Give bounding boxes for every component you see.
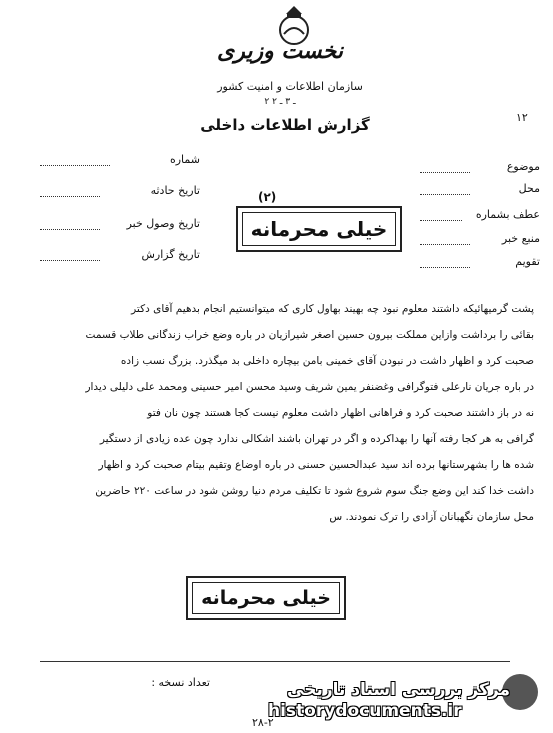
field-received-date-label: تاریخ وصول خبر <box>126 217 200 230</box>
footer-code: ۲۸-۲ <box>252 716 274 729</box>
body-line: در باره جریان نارعلی فتوگرافی وغضنفر یمین شریف وسید محسن امیر حسینی ومحمد علی دلیلی دیدار <box>85 381 534 393</box>
report-title: گزارش اطلاعات داخلی <box>200 116 370 134</box>
footer-divider <box>40 661 510 662</box>
field-source-label: منبع خبر <box>501 232 540 245</box>
field-reference-line <box>420 210 462 221</box>
field-reference-label: عطف بشماره <box>475 208 540 221</box>
stamp-number: (۲) <box>258 190 277 204</box>
classification-stamp-bottom-text: خیلی محرمانه <box>192 582 340 614</box>
classification-stamp-text: خیلی محرمانه <box>242 212 396 246</box>
classification-stamp-bottom <box>186 576 346 620</box>
body-line: صحبت کرد و اظهار داشت در نبودن آقای خمینی بامن بیچاره داخلی بد میگذرد. بزرگ نسب زاده <box>120 355 534 367</box>
report-body <box>12 296 534 530</box>
body-line: داشت خدا کند این وضع جنگ سوم شروع شود تا تکلیف مردم دنیا روشن شود در ساعت ۲۲۰ حاضرین <box>95 485 534 497</box>
header-number: ۲ ـ ۳ ـ ۲ <box>264 97 296 107</box>
field-subject-line <box>420 162 470 173</box>
body-line: شده ها را بشهرستانها برده اند سید عبدالحسین حسنی در باره اوضاع وتقیم بیتام صحبت کرد و اظهار <box>98 459 534 471</box>
field-report-date-label: تاریخ گزارش <box>141 248 200 261</box>
copies-label: تعداد نسخه : <box>151 676 210 689</box>
body-line: پشت گرمیهائیکه داشتند معلوم نبود چه بهیند بهاول کاری که میتوانستیم انجام بدهیم آقای دکتر <box>131 303 534 315</box>
field-number-line <box>40 155 110 166</box>
field-received-date-line <box>40 219 100 230</box>
field-location-label: محل <box>518 182 540 195</box>
field-evaluation-line <box>420 257 470 268</box>
field-report-date-line <box>40 250 100 261</box>
body-line: نه در باز داشتند صحبت کرد و فراهانی اظهار داشت معلوم نیست کجا هستند چون نان فتو <box>147 407 534 419</box>
ministry-name: نخست وزیری <box>217 38 343 64</box>
body-line: گرافی به هر کجا رفته آنها را بهداکرده و اگر در تهران باشند اشکالی ندارد چون عده زیادی از دستگیر <box>99 433 534 445</box>
watermark-title: مرکز بررسی اسناد تاریخی <box>287 680 510 700</box>
field-location-line <box>420 184 470 195</box>
field-number-label: شماره <box>169 153 200 166</box>
field-evaluation-label: تقویم <box>515 255 540 268</box>
classification-stamp <box>236 206 402 252</box>
field-incident-date-line <box>40 186 100 197</box>
corner-number: ۱۲ <box>516 111 528 124</box>
body-line: محل سازمان نگهبانان آزادی را ترک نمودند. س <box>329 511 534 523</box>
organization-name: سازمان اطلاعات و امنیت کشور <box>217 80 363 93</box>
field-subject-label: موضوع <box>506 160 540 173</box>
field-source-line <box>420 234 470 245</box>
watermark-url: historydocuments.ir <box>268 701 462 721</box>
body-line: بقائی را برداشت وازاین مملکت بیرون حسین اصغر شیرازیان در باره وضع خراب زندگانی طلاب قسمت <box>85 329 534 341</box>
field-incident-date-label: تاریخ حادثه <box>150 184 200 197</box>
